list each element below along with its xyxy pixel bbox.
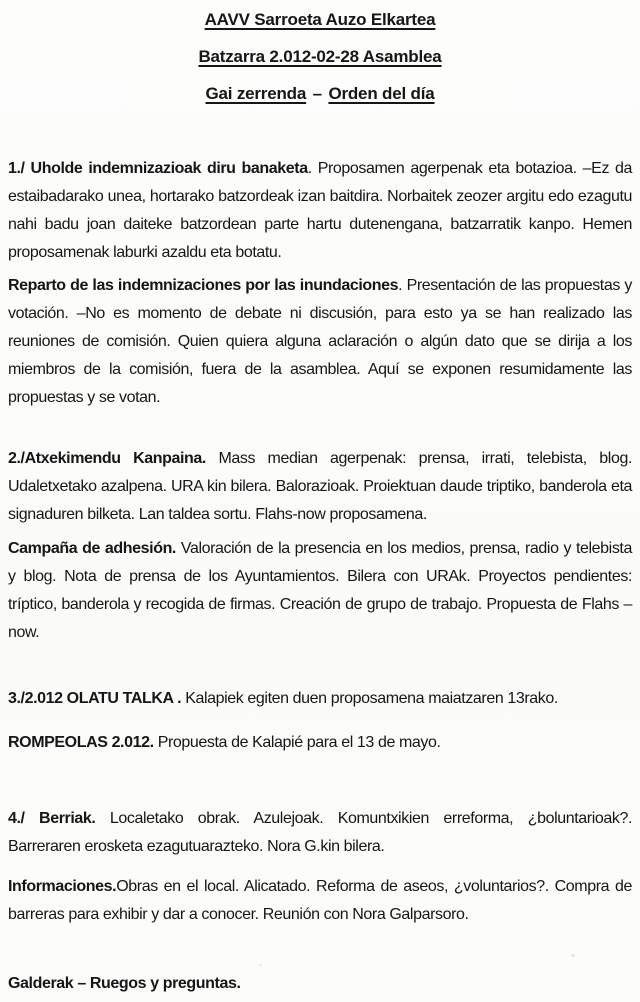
agenda-body — [8, 155, 632, 998]
agenda-item-2-spanish-text: Valoración de la presencia en los medios, prensa, radio y telebista y blog. Nota de prensa de los Ayuntamientos. Bilera con URAk. Proyectos pendientes: tríptico, banderola y recogida de firmas. Creación de grupo de trabajo. Propuesta de Flahs – now. — [8, 540, 632, 641]
agenda-item-2-spanish — [8, 535, 632, 647]
agenda-item-3-spanish — [8, 729, 632, 757]
agenda-item-1-basque-lead: 1./ Uholde indemnizazioak diru banaketa — [8, 160, 308, 177]
agenda-item-2-basque — [8, 445, 632, 529]
agenda-heading-eu: Gai zerrenda — [205, 84, 307, 103]
agenda-item-3-basque — [8, 685, 632, 713]
agenda-item-1-spanish-text: . Presentación de las propuestas y votación. –No es momento de debate ni discusión, para esto ya se han realizado las reuniones de comisión. Quien quiera alguna aclaración o algún dato que se dirija a los miembros de la comisión, fuera de la asamblea. Aquí se exponen resumidamente las propuestas y se votan. — [8, 277, 632, 406]
meeting-title-text: Batzarra 2.012-02-28 Asamblea — [198, 47, 442, 66]
agenda-heading — [8, 84, 632, 104]
agenda-item-3-basque-text: Kalapiek egiten duen proposamena maiatzaren 13rako. — [181, 690, 558, 707]
agenda-item-3-spanish-lead: ROMPEOLAS 2.012. — [8, 734, 154, 751]
agenda-heading-dash: – — [312, 84, 322, 103]
agenda-item-questions-lead: Galderak – Ruegos y preguntas. — [8, 975, 241, 992]
agenda-item-2-spanish-lead: Campaña de adhesión. — [8, 540, 176, 557]
association-title — [8, 10, 632, 30]
agenda-item-4-spanish — [8, 873, 632, 929]
agenda-heading-es: Orden del día — [328, 84, 435, 103]
document-header — [8, 10, 632, 104]
agenda-item-4-basque-lead: 4./ Berriak. — [8, 810, 96, 827]
agenda-item-4-basque-text: Localetako obrak. Azulejoak. Komuntxikien erreforma, ¿boluntarioak?. Barreraren erosketa ezagutuarazteko. Nora G.kin bilera. — [8, 810, 632, 855]
agenda-item-2-basque-text: Mass median agerpenak: prensa, irrati, telebista, blog. Udaletxetako azalpena. URA kin bilera. Balorazioak. Proiektuan daude triptiko, banderola eta signaduren bilketa. Lan taldea sortu. Flahs-now proposamena. — [8, 450, 632, 523]
agenda-item-4-basque — [8, 805, 632, 861]
association-title-text: AAVV Sarroeta Auzo Elkartea — [204, 10, 436, 29]
scan-speckle — [259, 964, 262, 966]
agenda-item-1-basque — [8, 155, 632, 267]
agenda-item-4-spanish-lead: Informaciones. — [8, 878, 117, 895]
agenda-item-1-basque-text: . Proposamen agerpenak eta botazioa. –Ez da estaibadarako unea, hortarako batzordeak izan baitdira. Norbaitek zeozer argitu edo ezagutu nahi badu joan daiteke batzordean parte hartu dutenengana, batzarratik kanpo. Hemen proposamenak laburki azaldu eta botatu. — [8, 160, 632, 261]
scan-speckle — [571, 954, 575, 957]
agenda-item-questions — [8, 970, 632, 998]
agenda-item-1-spanish — [8, 272, 632, 412]
agenda-item-3-basque-lead: 3./2.012 OLATU TALKA . — [8, 690, 182, 707]
agenda-item-4-spanish-text: Obras en el local. Alicatado. Reforma de aseos, ¿voluntarios?. Compra de barreras para exhibir y dar a conocer. Reunión con Nora Galparsoro. — [8, 878, 632, 923]
agenda-item-3-spanish-text: Propuesta de Kalapié para el 13 de mayo. — [153, 734, 441, 751]
agenda-item-1-spanish-lead: Reparto de las indemnizaciones por las inundaciones — [8, 277, 399, 294]
meeting-title — [8, 47, 632, 67]
agenda-item-2-basque-lead: 2./Atxekimendu Kanpaina. — [8, 450, 206, 467]
